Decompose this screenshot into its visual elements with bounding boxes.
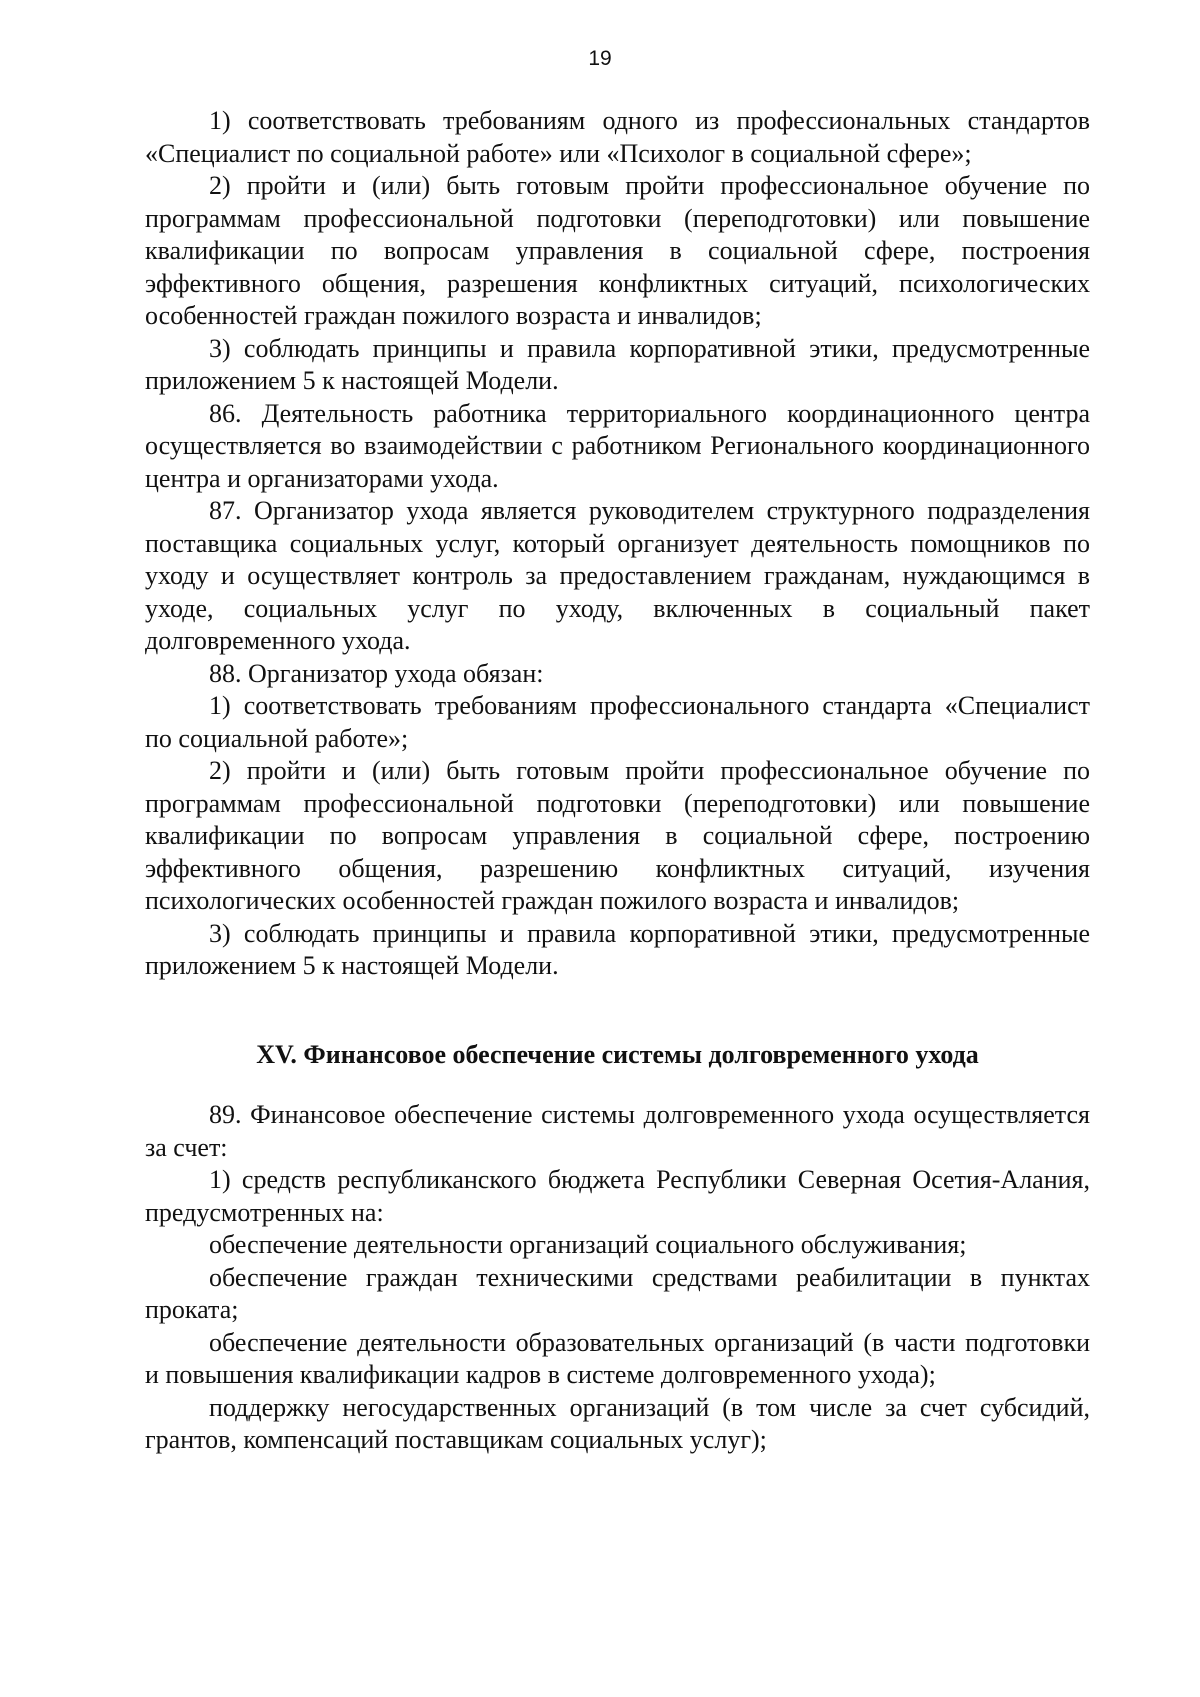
document-body xyxy=(145,105,1090,1457)
paragraph: 1) средств республиканского бюджета Республики Северная Осетия-Алания, предусмотренных на: xyxy=(145,1165,1090,1227)
paragraph: обеспечение граждан техническими средствами реабилитации в пунктах проката; xyxy=(145,1262,1090,1324)
paragraph: поддержку негосударственных организаций (в том числе за счет субсидий, грантов, компенсаций поставщикам социальных услуг); xyxy=(145,1392,1090,1454)
section-heading: XV. Финансовое обеспечение системы долговременного ухода xyxy=(256,1039,979,1069)
paragraph: 88. Организатор ухода обязан: xyxy=(209,658,544,688)
page-number: 19 xyxy=(588,47,612,70)
paragraph: 86. Деятельность работника территориального координационного центра осуществляется во взаимодействии с работником Регионального координационного центра и организаторами ухода. xyxy=(145,398,1090,493)
paragraph: 2) пройти и (или) быть готовым пройти профессиональное обучение по программам профессиональной подготовки (переподготовки) или повышение квалификации по вопросам управления в социальной сфере, построению эффективного общения, разрешению конфликтных ситуаций, изучения психологических особенностей граждан пожилого возраста и инвалидов; xyxy=(145,756,1090,915)
paragraph: 1) соответствовать требованиям профессионального стандарта «Специалист по социальной работе»; xyxy=(145,691,1090,753)
paragraph: 1) соответствовать требованиям одного из профессиональных стандартов «Специалист по социальной работе» или «Психолог в социальной сфере»; xyxy=(145,106,1090,168)
paragraph: 3) соблюдать принципы и правила корпоративной этики, предусмотренные приложением 5 к настоящей Модели. xyxy=(145,918,1090,980)
paragraph: 3) соблюдать принципы и правила корпоративной этики, предусмотренные приложением 5 к настоящей Модели. xyxy=(145,333,1090,395)
paragraph: обеспечение деятельности организаций социального обслуживания; xyxy=(209,1230,967,1259)
paragraph: 2) пройти и (или) быть готовым пройти профессиональное обучение по программам профессиональной подготовки (переподготовки) или повышение квалификации по вопросам управления в социальной сфере, построения эффективного общения, разрешения конфликтных ситуаций, психологических особенностей граждан пожилого возраста и инвалидов; xyxy=(145,171,1090,330)
paragraph: обеспечение деятельности образовательных организаций (в части подготовки и повышения квалификации кадров в системе долговременного ухода); xyxy=(145,1327,1090,1389)
paragraph: 87. Организатор ухода является руководителем структурного подразделения поставщика социальных услуг, который организует деятельность помощников по уходу и осуществляет контроль за предоставлением гражданам, нуждающимся в уходе, социальных услуг по уходу, включенных в социальный пакет долговременного ухода. xyxy=(145,496,1090,655)
paragraph: 89. Финансовое обеспечение системы долговременного ухода осуществляется за счет: xyxy=(145,1100,1090,1162)
